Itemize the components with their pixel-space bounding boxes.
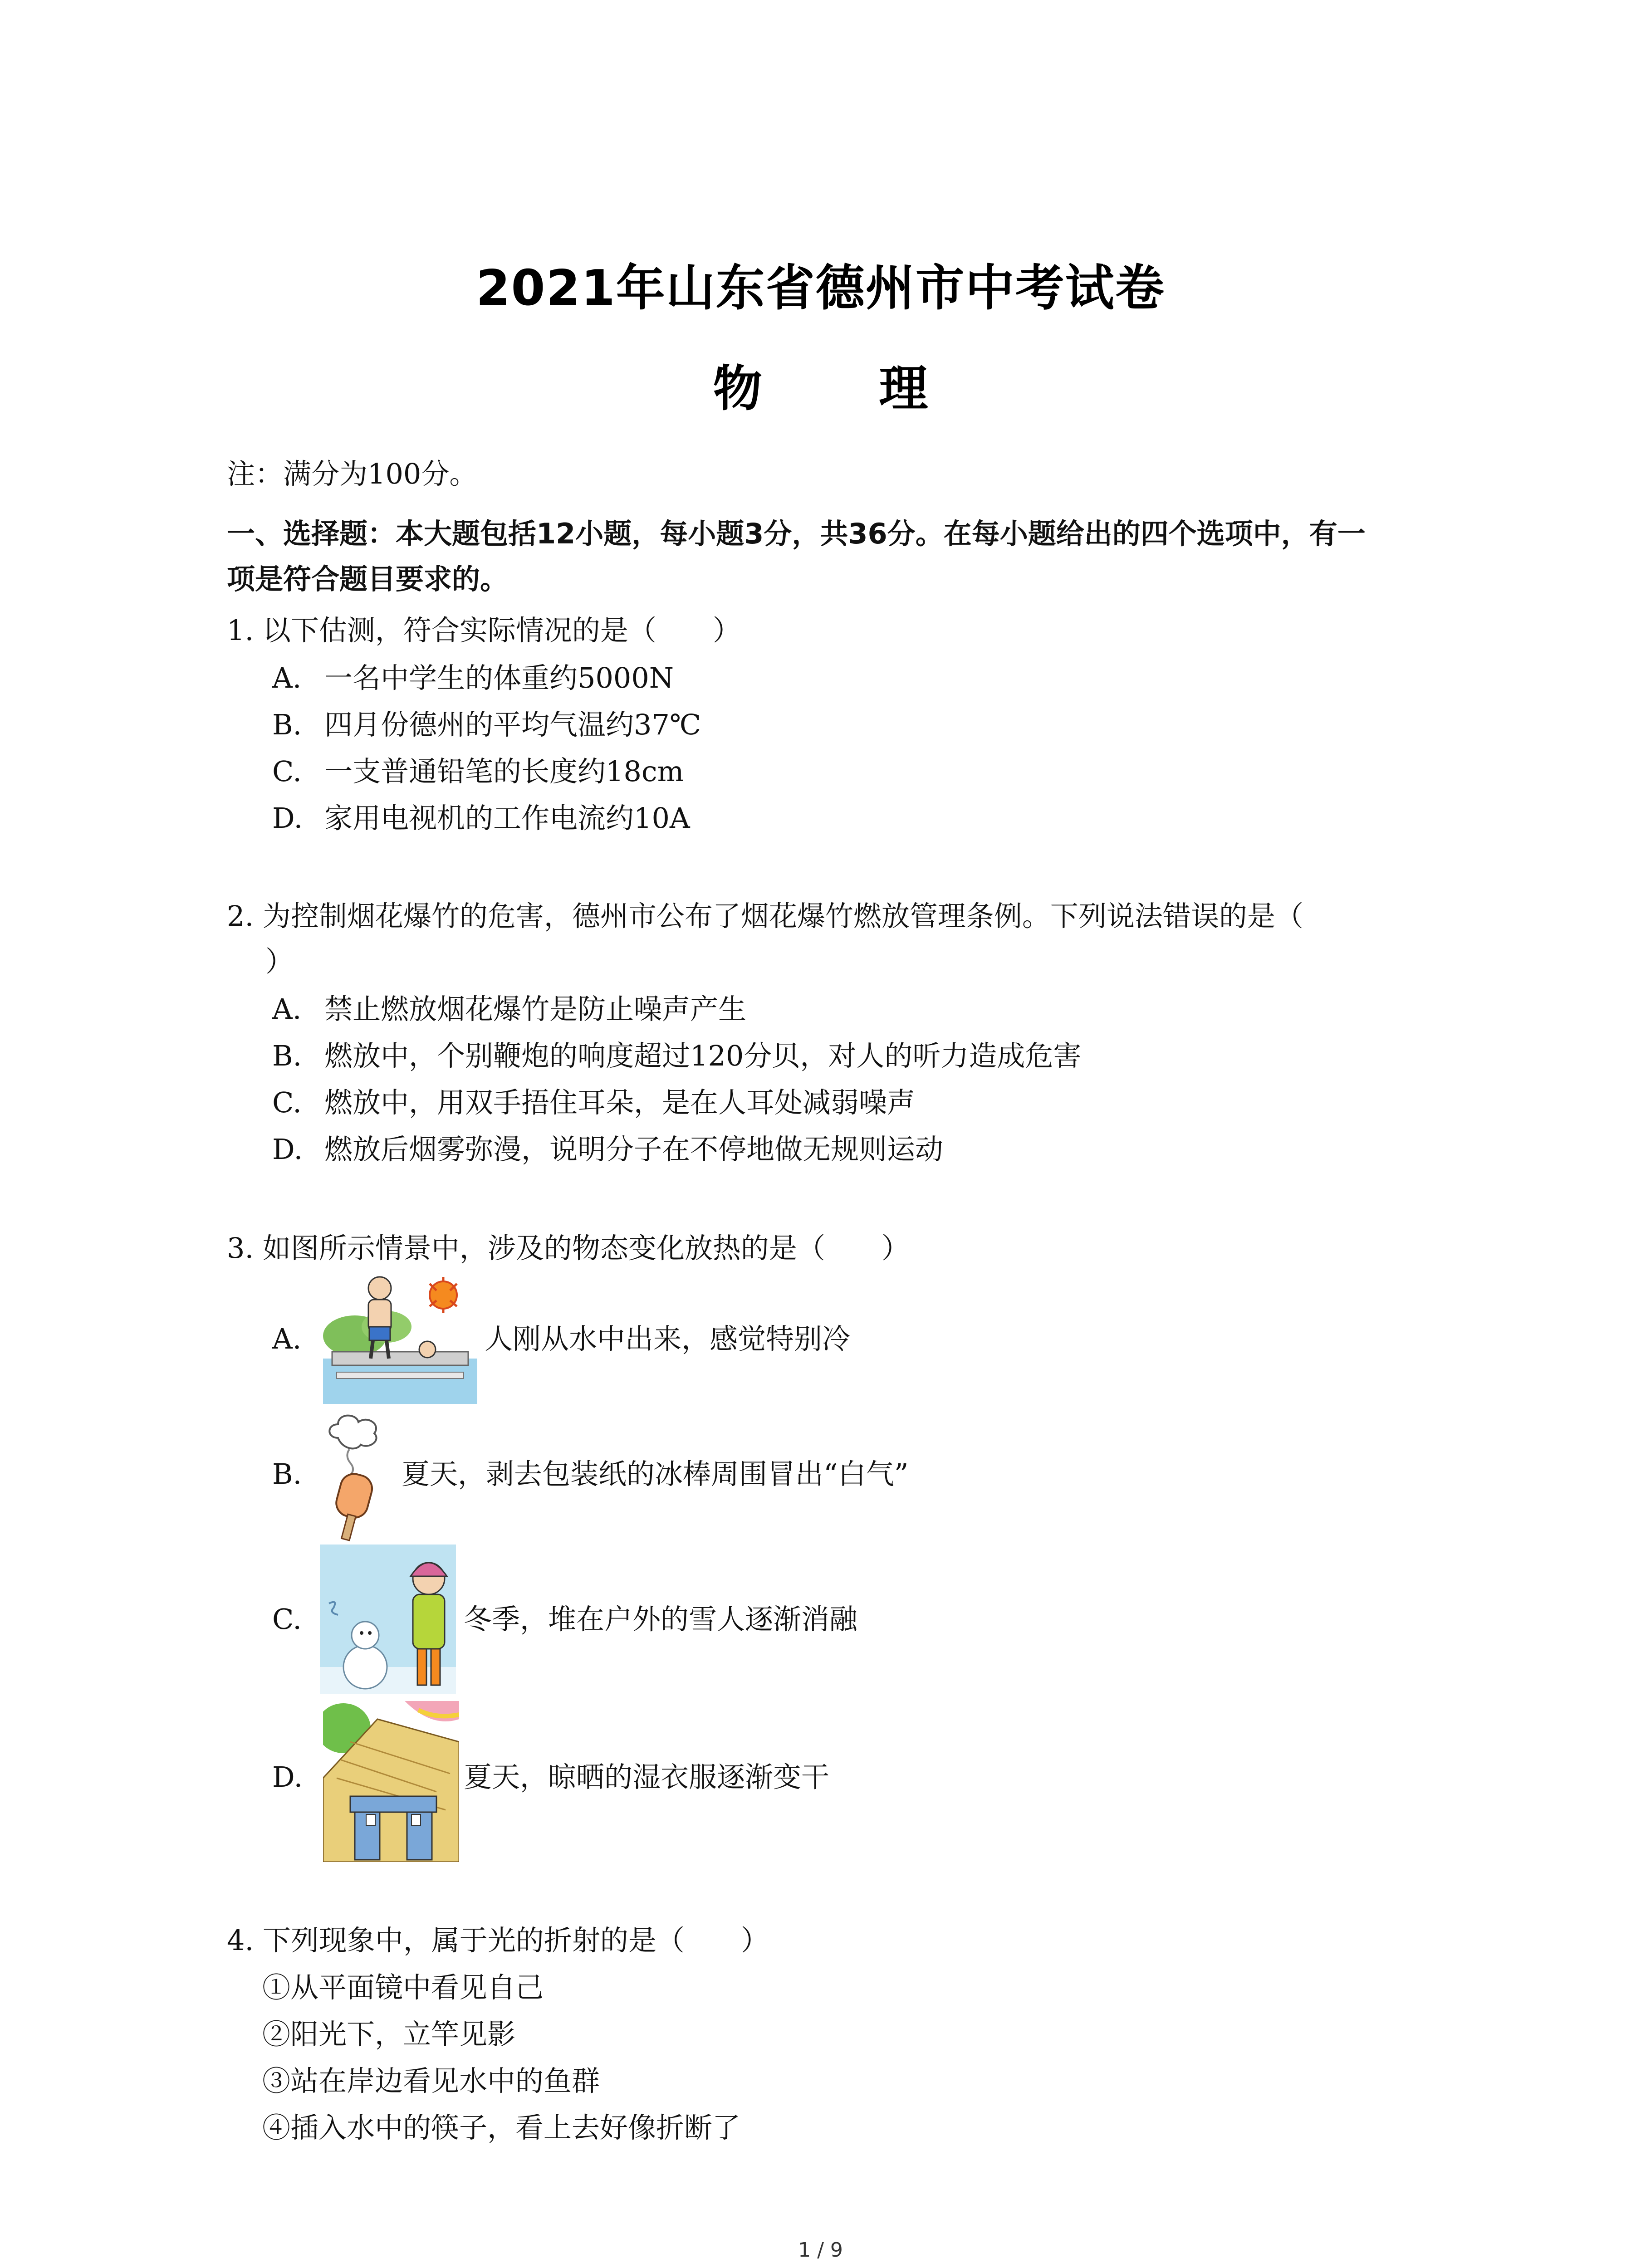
option-letter: A.: [272, 661, 302, 694]
question-1-option-c: [272, 753, 684, 790]
exam-title: 2021年山东省德州市中考试卷: [476, 260, 1165, 317]
question-1-stem: 1. 以下估测，符合实际情况的是（ ）: [227, 614, 741, 647]
drying-clothes-illustration: [323, 1701, 459, 1862]
score-note: 注：满分为100分。: [227, 457, 478, 490]
question-2-option-d: [272, 1131, 943, 1168]
option-text: 家用电视机的工作电流约10A: [324, 802, 690, 835]
option-letter: B.: [272, 1039, 302, 1072]
question-2-option-b: [272, 1038, 1081, 1074]
question-1-option-b: [272, 707, 701, 743]
option-letter: C.: [272, 1086, 302, 1119]
option-text: 禁止燃放烟花爆竹是防止噪声产生: [324, 992, 747, 1026]
question-3-option-d-letter: D.: [272, 1760, 303, 1794]
question-4-item-4: ④插入水中的筷子，看上去好像折断了: [262, 2111, 741, 2144]
section-heading-line-1: 一、选择题：本大题包括12小题，每小题3分，共36分。在每小题给出的四个选项中，有一: [227, 517, 1366, 550]
option-letter: D.: [272, 802, 303, 835]
question-2-option-a: [272, 991, 746, 1027]
option-text: 一支普通铅笔的长度约18cm: [324, 755, 684, 788]
page-number: 1 / 9: [798, 2239, 843, 2262]
option-letter: A.: [272, 992, 302, 1026]
question-4-item-3: ③站在岸边看见水中的鱼群: [262, 2064, 600, 2097]
question-2-stem: 2. 为控制烟花爆竹的危害，德州市公布了烟花爆竹燃放管理条例。下列说法错误的是（: [227, 899, 1303, 933]
question-3-option-a-letter: A.: [272, 1322, 302, 1355]
option-letter: D.: [272, 1133, 303, 1166]
option-text: 一名中学生的体重约5000N: [324, 661, 674, 694]
question-2-option-c: [272, 1085, 915, 1121]
question-3-option-c-letter: C.: [272, 1603, 302, 1636]
question-3-option-c-text: 冬季，堆在户外的雪人逐渐消融: [464, 1603, 858, 1636]
question-3-option-b-letter: B.: [272, 1457, 302, 1491]
question-4-item-2: ②阳光下，立竿见影: [262, 2018, 516, 2051]
option-text: 燃放后烟雾弥漫，说明分子在不停地做无规则运动: [324, 1133, 944, 1166]
question-1-option-d: [272, 800, 690, 836]
option-letter: B.: [272, 708, 302, 741]
question-3-stem: 3. 如图所示情景中，涉及的物态变化放热的是（ ）: [227, 1232, 910, 1265]
subject-title: 物 理: [713, 361, 978, 417]
question-4-stem: 4. 下列现象中，属于光的折射的是（ ）: [227, 1924, 769, 1957]
question-3-option-d-text: 夏天，晾晒的湿衣服逐渐变干: [464, 1760, 830, 1794]
option-text: 燃放中，用双手捂住耳朵，是在人耳处减弱噪声: [324, 1086, 916, 1119]
popsicle-steam-illustration: [318, 1406, 390, 1542]
swimmer-cold-illustration: [323, 1268, 477, 1404]
section-heading-line-2: 项是符合题目要求的。: [227, 562, 509, 596]
question-3-option-b-text: 夏天，剥去包装纸的冰棒周围冒出“白气”: [402, 1457, 909, 1491]
question-2-stem-continued: ）: [265, 945, 294, 978]
question-4-item-1: ①从平面镜中看见自己: [262, 1971, 544, 2004]
option-text: 燃放中，个别鞭炮的响度超过120分贝，对人的听力造成危害: [324, 1039, 1082, 1072]
snowman-melting-illustration: [320, 1545, 456, 1694]
option-text: 四月份德州的平均气温约37℃: [324, 708, 701, 741]
question-1-option-a: [272, 660, 674, 696]
option-letter: C.: [272, 755, 302, 788]
question-3-option-a-text: 人刚从水中出来，感觉特别冷: [485, 1322, 851, 1355]
